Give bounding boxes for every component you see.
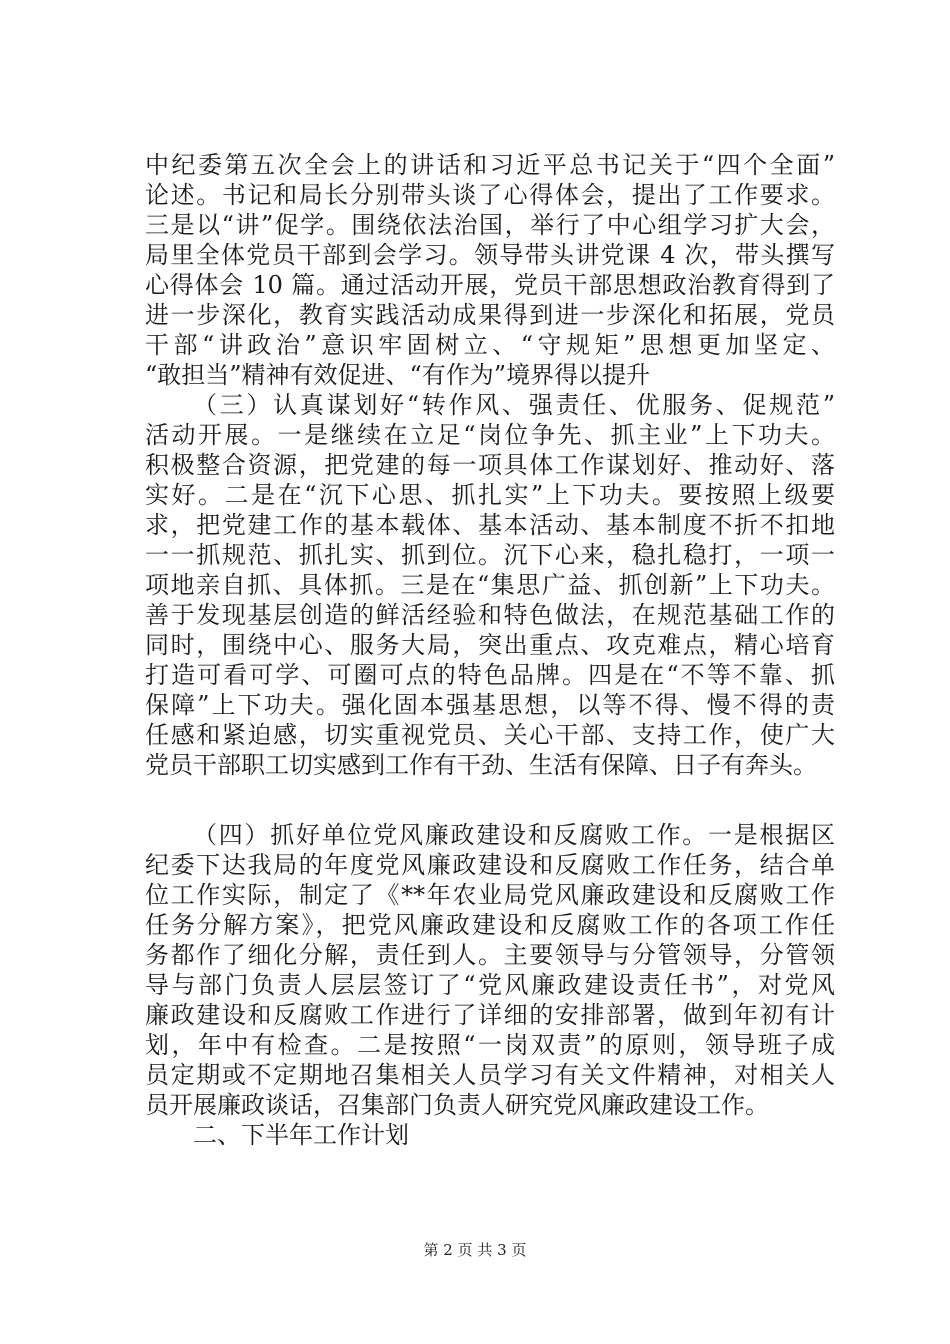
text-line: 纪委下达我局的年度党风廉政建设和反腐败工作任务，结合单: [145, 851, 835, 879]
text-line: 进一步深化，教育实践活动成果得到进一步深化和拓展，党员: [145, 301, 835, 329]
text-line: 廉政建设和反腐败工作进行了详细的安排部署，做到年初有计: [145, 1001, 835, 1029]
text-line: 员定期或不定期地召集相关人员学习有关文件精神，对相关人: [145, 1061, 835, 1089]
text-line: 位工作实际，制定了《**年农业局党风廉政建设和反腐败工作: [145, 881, 835, 909]
text-line: 打造可看可学、可圈可点的特色品牌。四是在“不等不靠、抓: [145, 661, 835, 689]
paragraph-section-three: [145, 390, 835, 780]
paragraph-spacer: [145, 780, 835, 820]
document-body: [145, 150, 835, 1150]
text-line: 党员干部职工切实感到工作有干劲、生活有保障、日子有奔头。: [145, 751, 817, 779]
text-line: 心得体会 10 篇。通过活动开展，党员干部思想政治教育得到了: [145, 271, 835, 299]
page-number-footer: 第 2 页 共 3 页: [423, 1241, 527, 1259]
text-line: “敢担当”精神有效促进、“有作为”境界得以提升: [145, 361, 651, 389]
text-line: 善于发现基层创造的鲜活经验和特色做法，在规范基础工作的: [145, 601, 835, 629]
text-line: 活动开展。一是继续在立足“岗位争先、抓主业”上下功夫。: [145, 421, 835, 449]
section-heading: 二、下半年工作计划: [193, 1121, 409, 1149]
text-line: 实好。二是在“沉下心思、抓扎实”上下功夫。要按照上级要: [145, 481, 835, 509]
text-line: 论述。书记和局长分别带头谈了心得体会，提出了工作要求。: [145, 181, 835, 209]
text-line: （三）认真谋划好“转作风、强责任、优服务、促规范”: [193, 391, 835, 419]
text-line: 三是以“讲”促学。围绕依法治国，举行了中心组学习扩大会，: [145, 211, 835, 239]
text-line: 任务分解方案》，把党风廉政建设和反腐败工作的各项工作任: [145, 911, 835, 939]
text-line: 导与部门负责人层层签订了“党风廉政建设责任书”，对党风: [145, 971, 835, 999]
text-line: 求，把党建工作的基本载体、基本活动、基本制度不折不扣地: [145, 511, 835, 539]
text-line: 划，年中有检查。二是按照“一岗双责”的原则，领导班子成: [145, 1031, 835, 1059]
text-line: 干部“讲政治”意识牢固树立、“守规矩”思想更加坚定、: [145, 331, 835, 359]
text-line: 员开展廉政谈话，召集部门负责人研究党风廉政建设工作。: [145, 1091, 769, 1119]
text-line: 同时，围绕中心、服务大局，突出重点、攻克难点，精心培育: [145, 631, 835, 659]
text-line: 任感和紧迫感，切实重视党员、关心干部、支持工作，使广大: [145, 721, 835, 749]
text-line: 一一抓规范、抓扎实、抓到位。沉下心来，稳扎稳打，一项一: [145, 541, 835, 569]
text-line: 项地亲自抓、具体抓。三是在“集思广益、抓创新”上下功夫。: [145, 571, 835, 599]
paragraph-continuation: [145, 150, 835, 390]
text-line: （四）抓好单位党风廉政建设和反腐败工作。一是根据区: [193, 821, 835, 849]
text-line: 局里全体党员干部到会学习。领导带头讲党课 4 次，带头撰写: [145, 241, 835, 269]
text-line: 务都作了细化分解，责任到人。主要领导与分管领导，分管领: [145, 941, 835, 969]
text-line: 积极整合资源，把党建的每一项具体工作谋划好、推动好、落: [145, 451, 835, 479]
text-line: 中纪委第五次全会上的讲话和习近平总书记关于“四个全面”: [145, 151, 835, 179]
paragraph-section-four: [145, 820, 835, 1120]
text-line: 保障”上下功夫。强化固本强基思想，以等不得、慢不得的责: [145, 691, 835, 719]
